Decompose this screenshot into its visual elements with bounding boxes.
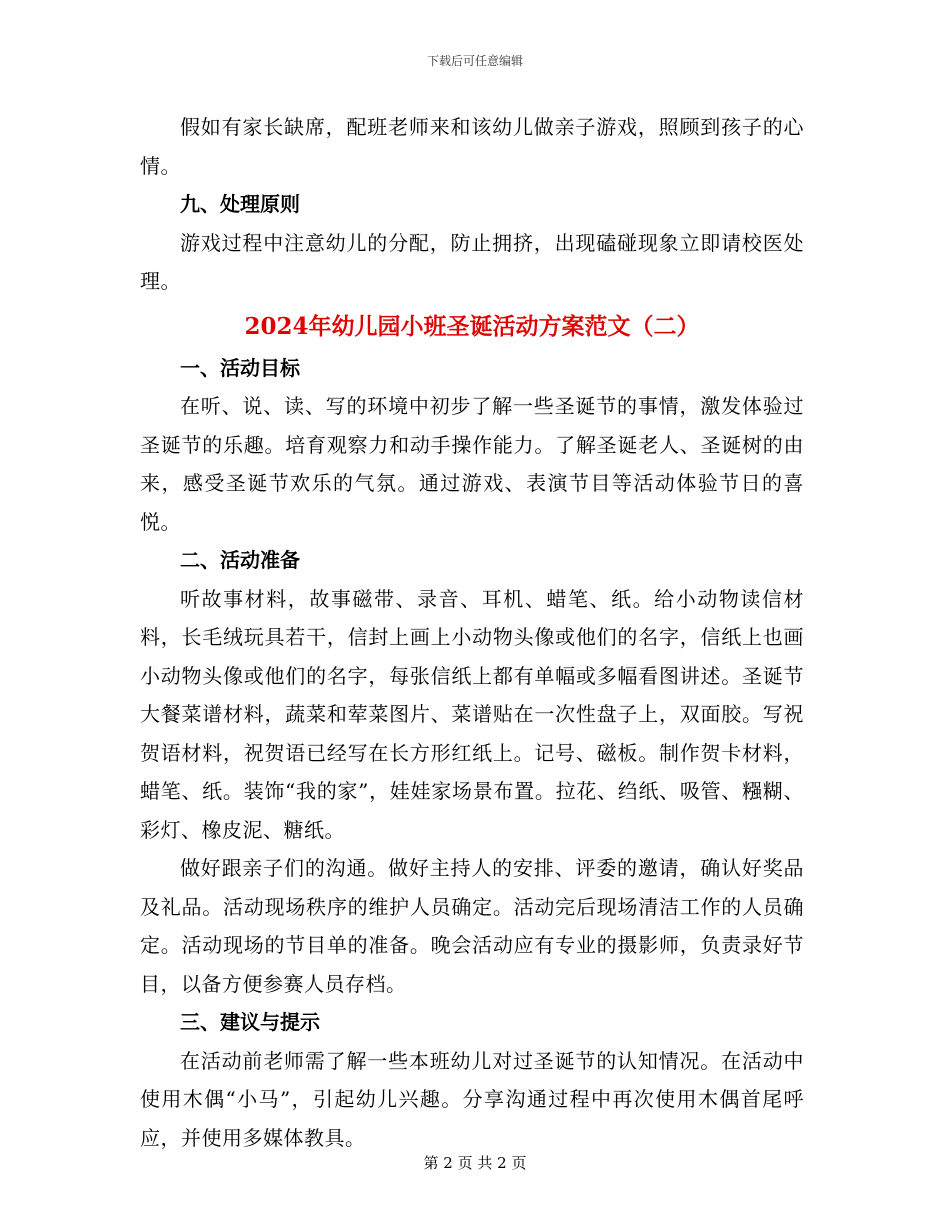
heading-principles: 九、处理原则 xyxy=(180,192,300,216)
paragraph-materials: 听故事材料，故事磁带、录音、耳机、蜡笔、纸。给小动物读信材料，长毛绒玩具若干，信封上画上小动物头像或他们的名字，信纸上也画小动物头像或他们的名字，每张信纸上都有单幅或多幅看图讲述。圣诞节大餐菜谱材料，蔬菜和荤菜图片、菜谱贴在一次性盘子上，双面胶。写祝贺语材料，祝贺语已经写在长方形红纸上。记号、磁板。制作贺卡材料，蜡笔、纸。装饰“我的家”，娃娃家场景布置。拉花、绉纸、吸管、糨糊、彩灯、橡皮泥、糖纸。 xyxy=(140,586,804,842)
heading-goals: 一、活动目标 xyxy=(180,355,300,380)
document-title: 2024年幼儿园小班圣诞活动方案范文（二） xyxy=(244,312,700,340)
heading-suggestions: 三、建议与提示 xyxy=(180,1010,320,1034)
paragraph-goals: 在听、说、读、写的环境中初步了解一些圣诞节的事情，激发体验过圣诞节的乐趣。培育观察力和动手操作能力。了解圣诞老人、圣诞树的由来，感受圣诞节欢乐的气氛。通过游戏、表演节目等活动体验节日的喜悦。 xyxy=(140,394,804,534)
paragraph-organization: 做好跟亲子们的沟通。做好主持人的安排、评委的邀请，确认好奖品及礼品。活动现场秩序的维护人员确定。活动完后现场清洁工作的人员确定。活动现场的节目单的准备。晚会活动应有专业的摄影师，负责录好节目，以备方便参赛人员存档。 xyxy=(140,856,804,996)
heading-preparation: 二、活动准备 xyxy=(180,548,300,572)
document-body xyxy=(140,108,804,1157)
paragraph-suggestions: 在活动前老师需了解一些本班幼儿对过圣诞节的认知情况。在活动中使用木偶“小马”，引起幼儿兴趣。分享沟通过程中再次使用木偶首尾呼应，并使用多媒体教具。 xyxy=(140,1048,804,1150)
paragraph-absent-parent: 假如有家长缺席，配班老师来和该幼儿做亲子游戏，照顾到孩子的心情。 xyxy=(140,115,804,178)
paragraph-principles: 游戏过程中注意幼儿的分配，防止拥挤，出现磕碰现象立即请校医处理。 xyxy=(140,230,804,293)
page-header: 下载后可任意编辑 xyxy=(426,54,523,68)
page-footer: 第 2 页 共 2 页 xyxy=(423,1154,527,1172)
